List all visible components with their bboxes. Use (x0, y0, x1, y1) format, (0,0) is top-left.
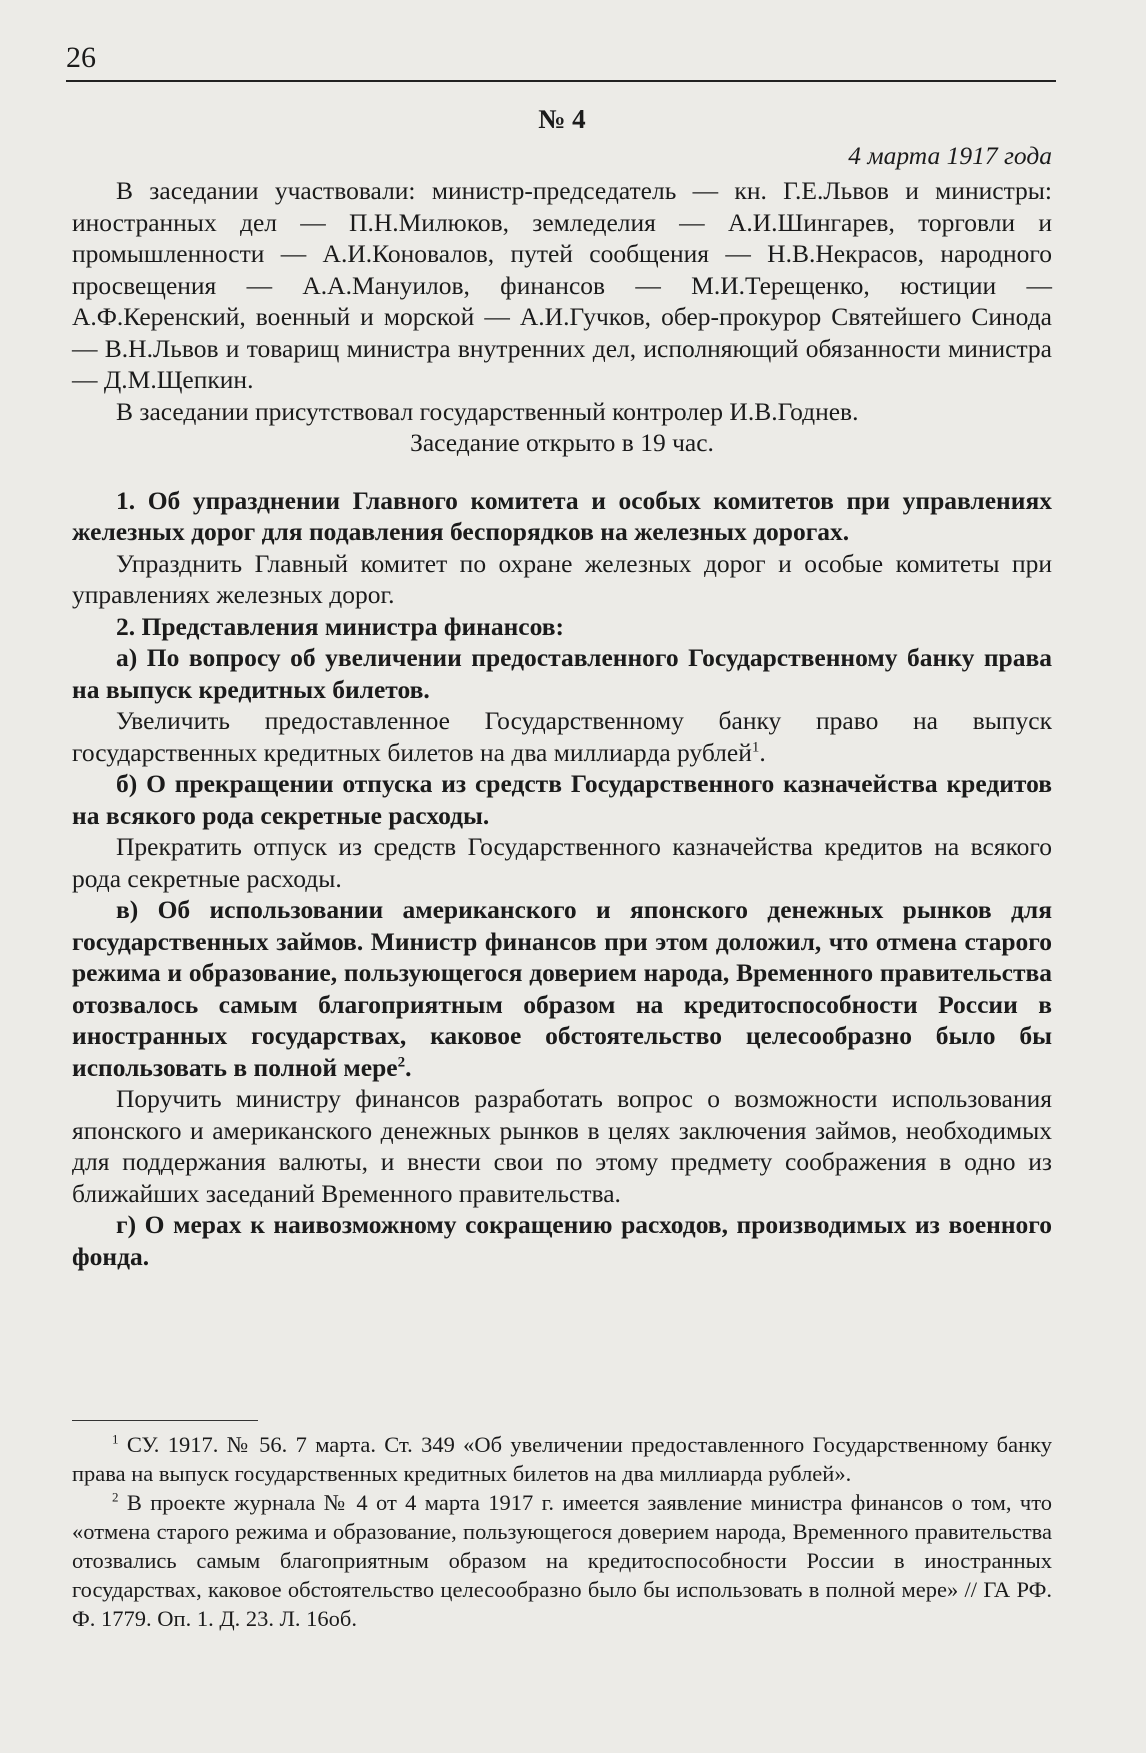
footnote-mark: 2 (112, 1489, 119, 1505)
footnotes (72, 1430, 1052, 1633)
opening-time: Заседание открыто в 19 час. (410, 428, 714, 457)
item1-text: Упразднить Главный комитет по охране железных дорог и особые комитеты при управлениях железных дорог. (72, 548, 1052, 609)
item2v-heading-paragraph (72, 894, 1052, 1083)
page-number: 26 (66, 41, 96, 74)
item2a-end: . (759, 737, 766, 767)
footnote-ref-1: 1 (751, 739, 760, 755)
footnote-2 (72, 1488, 1052, 1633)
item2a-heading: а) По вопросу об увеличении предоставленного Государственному банку права на выпуск кредитных билетов. (72, 643, 1052, 704)
controller-paragraph: В заседании присутствовал государственный контролер И.В.Годнев. (116, 396, 859, 426)
footnote-text: В проекте журнала № 4 от 4 марта 1917 г. имеется заявление министра финансов о том, что «отмена старого режима и образование, пользующегося доверием народа, Временного правительства отозвались самым благоприятным образом на кредитоспособности России в иностранных государствах, каковое обстоятельство целесообразно было бы использовать в полной мере» // ГА РФ. Ф. 1779. Оп. 1. Д. 23. Л. 16об. (72, 1490, 1052, 1631)
item2-heading: 2. Представления министра финансов: (116, 611, 564, 641)
document-body (72, 104, 1052, 1272)
section-gap (72, 459, 1052, 485)
document-date: 4 марта 1917 года (848, 140, 1052, 170)
item2v-end: . (405, 1052, 412, 1082)
item2b-heading: б) О прекращении отпуска из средств Государственного казначейства кредитов на всякого рода секретные расходы. (72, 769, 1052, 830)
footnote-text: СУ. 1917. № 56. 7 марта. Ст. 349 «Об увеличении предоставленного Государственному банку права на выпуск государственных кредитных билетов на два миллиарда рублей». (72, 1432, 1052, 1486)
item2v-heading: в) Об использовании американского и японского денежных рынков для государственных займов. Министр финансов при этом доложил, что отмена старого режима и образование, пользующегося доверием народа, Временного правительства отозвалось самым благоприятным образом на кредитоспособности России в иностранных государствах, каковое обстоятельство целесообразно было бы использовать в полной мере (72, 895, 1052, 1082)
item2g-heading: г) О мерах к наивозможному сокращению расходов, производимых из военного фонда. (72, 1210, 1052, 1271)
document-number: № 4 (538, 104, 586, 134)
item2a-text: Увеличить предоставленное Государственному банку право на выпуск государственных кредитных билетов на два миллиарда рублей (72, 706, 1052, 767)
participants-paragraph: В заседании участвовали: министр-председатель — кн. Г.Е.Львов и министры: иностранных дел — П.Н.Милюков, земледелия — А.И.Шингарев, торговли и промышленности — А.И.Коновалов, путей сообщения — Н.В.Некрасов, народного просвещения — А.А.Мануилов, финансов — М.И.Терещенко, юстиции — А.Ф.Керенский, военный и морской — А.И.Гучков, обер-прокурор Святейшего Синода — В.Н.Львов и товарищ министра внутренних дел, исполняющий обязанности министра — Д.М.Щепкин. (72, 176, 1052, 394)
item1-heading: 1. Об упразднении Главного комитета и особых комитетов при управлениях железных дорог для подавления беспорядков на железных дорогах. (72, 485, 1052, 546)
item2a-paragraph (72, 705, 1052, 768)
item2v-text: Поручить министру финансов разработать вопрос о возможности использования японского и американского денежных рынков в целях заключения займов, необходимых для поддержания валюты, и внести свои по этому предмету соображения в одно из ближайших заседаний Временного правительства. (72, 1084, 1052, 1208)
item2b-text: Прекратить отпуск из средств Государственного казначейства кредитов на всякого рода секретные расходы. (72, 832, 1052, 893)
footnote-1 (72, 1430, 1052, 1488)
footnote-rule (72, 1420, 258, 1421)
header-rule (66, 80, 1056, 82)
footnote-ref-2: 2 (397, 1054, 406, 1070)
footnote-mark: 1 (112, 1431, 119, 1447)
